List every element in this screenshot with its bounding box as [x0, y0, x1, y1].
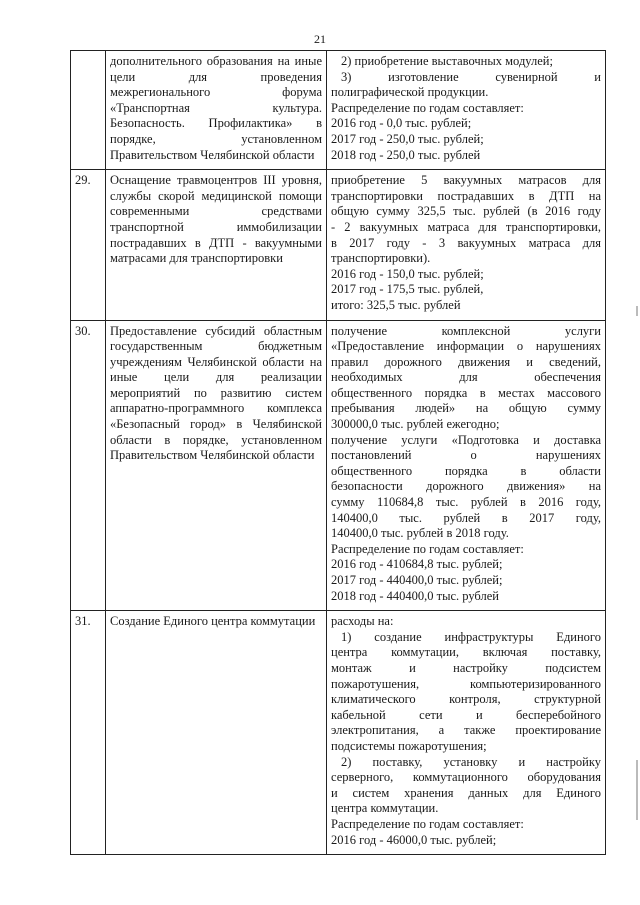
scan-mark: [636, 306, 638, 316]
text-line: получение комплексной услуги: [331, 323, 601, 338]
text-line: транспортной иммобилизации: [110, 219, 322, 234]
text-line: пребывания людей» на общую сумму: [331, 401, 601, 416]
text-line: 2017 год - 250,0 тыс. рублей;: [331, 131, 484, 146]
text-line: пожаротушения, компьютеризированного: [331, 676, 601, 691]
text-line: «Безопасный город» в Челябинской: [110, 417, 322, 432]
measure-details: [327, 51, 606, 170]
page-number: 21: [314, 32, 326, 46]
text-line: современными средствами: [110, 204, 322, 219]
table-row: [71, 51, 606, 170]
text-line: правил дорожного движения и сведений,: [331, 354, 601, 369]
text-line: межрегионального форума: [110, 85, 322, 100]
measure-description: [106, 320, 327, 611]
text-line: Оснащение травмоцентров III уровня,: [110, 173, 322, 188]
measure-details: [327, 170, 606, 320]
text-line: 2016 год - 410684,8 тыс. рублей;: [331, 557, 503, 572]
text-line: общественного порядка в местах массового: [331, 385, 601, 400]
row-number: 29.: [71, 170, 106, 320]
text-line: «Транспортная культура.: [110, 100, 322, 115]
text-line: 1) создание инфраструктуры Единого: [341, 629, 601, 644]
measure-details: [327, 611, 606, 855]
text-line: общественного порядка в области: [331, 463, 601, 478]
text-line: 2016 год - 0,0 тыс. рублей;: [331, 116, 472, 131]
text-line: безопасности дорожного движения» на: [331, 479, 601, 494]
text-line: порядке, установленном: [110, 131, 322, 146]
text-line: 2018 год - 440400,0 тыс. рублей: [331, 588, 499, 603]
text-line: 2017 год - 175,5 тыс. рублей,: [331, 282, 484, 297]
measure-description: [106, 170, 327, 320]
text-line: расходы на:: [331, 614, 394, 629]
text-line: цели для проведения: [110, 69, 322, 84]
text-line: Распределение по годам составляет:: [331, 541, 524, 556]
text-line: 2) поставку, установку и настройку: [341, 754, 601, 769]
text-line: климатического контроля, структурной: [331, 692, 601, 707]
scan-mark: [636, 760, 638, 820]
text-line: центра коммутации.: [331, 801, 439, 816]
text-line: подсистемы пожаротушения;: [331, 738, 487, 753]
text-line: иные цели для реализации: [110, 370, 322, 385]
text-line: области в порядке, установленном: [110, 432, 322, 447]
row-number: 31.: [71, 611, 106, 855]
text-line: получение услуги «Подготовка и доставка: [331, 432, 601, 447]
text-line: матрасами для транспортировки: [110, 251, 283, 266]
text-line: Распределение по годам составляет:: [331, 100, 524, 115]
row-number: [71, 51, 106, 170]
text-line: государственным бюджетным: [110, 339, 322, 354]
measure-description: [106, 611, 327, 855]
text-line: Правительством Челябинской области: [110, 147, 315, 162]
text-line: полиграфической продукции.: [331, 85, 489, 100]
text-line: дополнительного образования на иные: [110, 54, 322, 68]
measure-details: [327, 320, 606, 611]
text-line: необходимых для обеспечения: [331, 370, 601, 385]
text-line: пострадавших в ДТП - вакуумными: [110, 235, 322, 250]
text-line: и систем хранения данных для Единого: [331, 785, 601, 800]
text-line: Создание Единого центра коммутации: [110, 614, 316, 629]
text-line: - 2 вакуумных матраса для транспортировки,: [331, 219, 601, 234]
text-line: Предоставление субсидий областным: [110, 323, 322, 338]
text-line: 3) изготовление сувенирной и: [341, 69, 601, 84]
text-line: общую сумму 325,5 тыс. рублей (в 2016 году: [331, 204, 601, 219]
text-line: транспортировки).: [331, 251, 431, 266]
text-line: в 2017 году - 3 вакуумных матраса для: [331, 235, 601, 250]
text-line: 2017 год - 440400,0 тыс. рублей;: [331, 573, 503, 587]
text-line: центра коммутации, включая поставку,: [331, 645, 601, 660]
text-line: 2016 год - 46000,0 тыс. рублей;: [331, 832, 497, 847]
text-line: 140400,0 тыс. рублей в 2018 году.: [331, 526, 509, 541]
text-line: сумму 110684,8 тыс. рублей в 2016 году,: [331, 495, 601, 510]
text-line: монтаж и настройку подсистем: [331, 660, 601, 675]
text-line: Распределение по годам составляет:: [331, 816, 524, 831]
table-row: [71, 320, 606, 611]
text-line: 2018 год - 250,0 тыс. рублей: [331, 147, 481, 162]
measures-table: [70, 50, 606, 855]
table-row: [71, 611, 606, 855]
text-line: 2) приобретение выставочных модулей;: [341, 54, 553, 68]
text-line: учреждениям Челябинской области на: [110, 354, 322, 369]
text-line: итого: 325,5 тыс. рублей: [331, 297, 461, 312]
text-line: аппаратно-программного комплекса: [110, 401, 322, 416]
text-line: постановлений о нарушениях: [331, 448, 601, 463]
text-line: 2016 год - 150,0 тыс. рублей;: [331, 266, 484, 281]
measure-description: [106, 51, 327, 170]
text-line: транспортировки пострадавших в ДТП на: [331, 188, 601, 203]
text-line: кабельной сети и бесперебойного: [331, 707, 601, 722]
text-line: службы скорой медицинской помощи: [110, 188, 322, 203]
text-line: серверного, коммутационного оборудования: [331, 770, 601, 785]
text-line: Правительством Челябинской области: [110, 448, 315, 463]
text-line: приобретение 5 вакуумных матрасов для: [331, 173, 601, 188]
text-line: 140400,0 тыс. рублей в 2017 году,: [331, 510, 601, 525]
row-number: 30.: [71, 320, 106, 611]
text-line: мероприятий по развитию систем: [110, 385, 322, 400]
text-line: электропитания, а также проектирование: [331, 723, 601, 738]
text-line: «Предоставление информации о нарушениях: [331, 339, 601, 354]
text-line: 300000,0 тыс. рублей ежегодно;: [331, 417, 500, 432]
text-line: Безопасность. Профилактика» в: [110, 116, 322, 131]
table-row: [71, 170, 606, 320]
